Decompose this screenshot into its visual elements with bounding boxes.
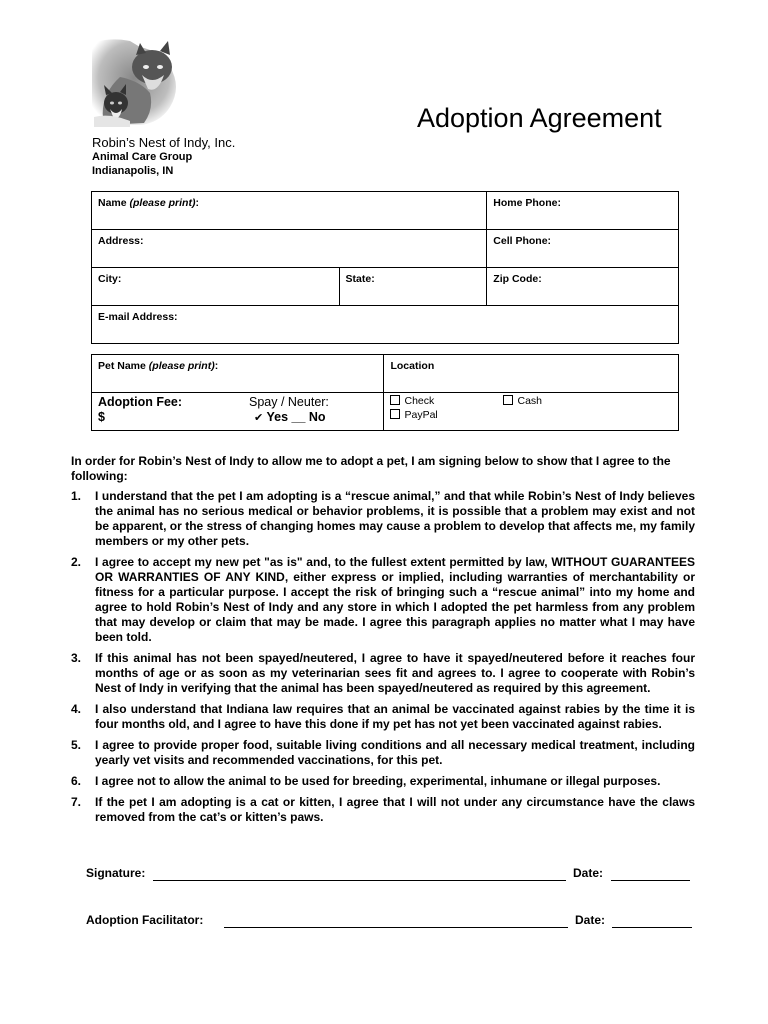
email-field[interactable]: E-mail Address: [92,306,679,344]
organization-name: Robin’s Nest of Indy, Inc. [92,135,236,150]
city-field[interactable]: City: [92,268,340,306]
home-phone-field[interactable]: Home Phone: [487,192,679,230]
list-item: 1. I understand that the pet I am adopting is a “rescue animal,” and that while Robin’s Nest of Indy believes the animal has no serious medical or behavior problems, it is possible that a problem may exist and not be apparent, or the stress of changing homes may cause a problem to develop that affects me, my family members or my other pets. [71,489,695,548]
check-option[interactable]: Check [390,395,434,407]
pet-info-table [91,354,679,431]
list-item: 4. I also understand that Indiana law requires that an animal be vaccinated against rabies by the time it is four months old, and I agree to have this done if my pet has not yet been vaccinated against rabies. [71,702,695,731]
agreement-body [71,454,695,831]
facilitator-label: Adoption Facilitator: [86,913,204,927]
adoption-fee-input[interactable]: $ [98,410,105,424]
contact-info-table [91,191,679,344]
list-item: 7. If the pet I am adopting is a cat or kitten, I agree that I will not under any circumstance have the claws removed from the cat’s or kitten’s paws. [71,795,695,824]
agreement-terms [71,489,695,825]
signature-date-label: Date: [573,866,604,880]
organization-location: Indianapolis, IN [92,165,174,177]
state-field[interactable]: State: [339,268,487,306]
facilitator-signature-line[interactable] [224,927,568,928]
paypal-option[interactable]: PayPal [390,409,437,421]
agreement-intro: In order for Robin’s Nest of Indy to allow me to adopt a pet, I am signing below to show that I agree to the following: [71,454,671,483]
checkmark-icon: ✔ [254,412,264,424]
organization-group: Animal Care Group [92,151,193,163]
cat-kitten-photo [90,37,184,127]
payment-method-cell [384,393,679,431]
signature-label: Signature: [86,866,146,880]
signature-line[interactable] [153,880,566,881]
cell-phone-field[interactable]: Cell Phone: [487,230,679,268]
list-item: 5. I agree to provide proper food, suitable living conditions and all necessary medical treatment, including yearly vet visits and recommended vaccinations, for this pet. [71,738,695,767]
signature-date-line[interactable] [611,880,690,881]
facilitator-date-line[interactable] [612,927,692,928]
fee-spay-cell [92,393,384,431]
spay-neuter-label: Spay / Neuter: [249,395,329,409]
zip-code-field[interactable]: Zip Code: [487,268,679,306]
pet-name-field[interactable]: Pet Name (please print): [92,355,384,393]
checkbox-icon [503,395,513,405]
checkbox-icon [390,409,400,419]
document-title: Adoption Agreement [417,103,662,133]
address-field[interactable]: Address: [92,230,487,268]
checkbox-icon [390,395,400,405]
list-item: 6. I agree not to allow the animal to be used for breeding, experimental, inhumane or illegal purposes. [71,774,661,788]
adoption-fee-label: Adoption Fee: [98,395,183,409]
list-item: 2. I agree to accept my new pet "as is" and, to the fullest extent permitted by law, WITHOUT GUARANTEES OR WARRANTIES OF ANY KIND, either express or implied, including warranties of merchantability or fitness for a particular purpose. I accept the risk of bringing such a “rescue animal” into my home and agree to hold Robin’s Nest of Indy and any store in which I adopted the pet harmless from any problem that may develop or claim that may be made. I agree this paragraph applies no matter what I may have been told. [71,555,695,644]
facilitator-date-label: Date: [575,913,606,927]
cash-option[interactable]: Cash [503,395,542,407]
name-field[interactable]: Name (please print): [92,192,487,230]
spay-neuter-options[interactable]: ✔ Yes __ No [254,410,326,424]
list-item: 3. If this animal has not been spayed/neutered, I agree to have it spayed/neutered before it reaches four months of age or as soon as my veterinarian sees fit and agrees to. I agree to cooperate with Robin’s Nest of Indy in verifying that the animal has been spayed/neutered as required by this agreement. [71,651,695,695]
location-field[interactable]: Location [384,355,679,393]
